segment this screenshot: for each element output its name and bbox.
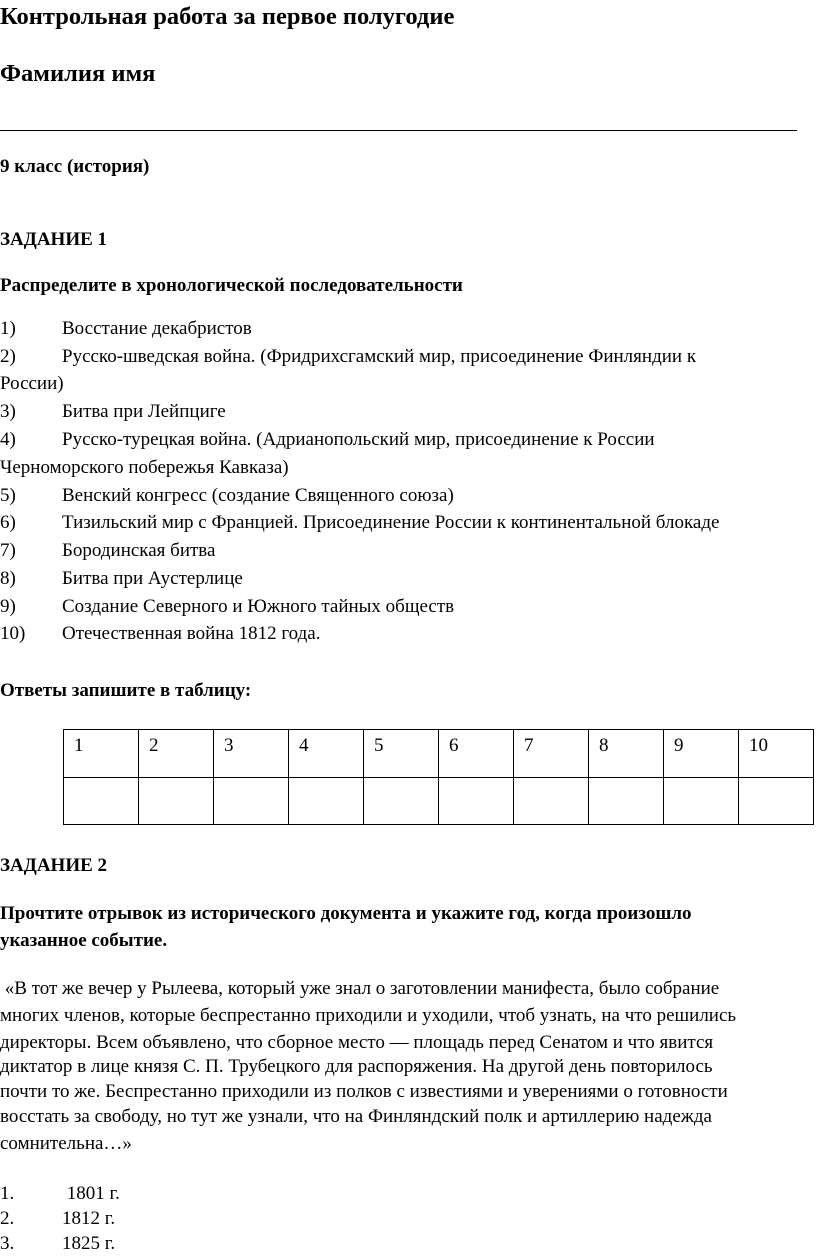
option-text: 1812 г. [62,1208,116,1229]
answer-cell[interactable] [364,778,439,825]
list-item-number: 8) [0,568,16,589]
list-item-text: Бородинская битва [62,540,216,561]
answer-cell[interactable] [439,778,514,825]
answer-cell[interactable] [664,778,739,825]
list-item-number: 5) [0,485,16,506]
quote-line: «В тот же вечер у Рылеева, который уже знал о заготовлении манифеста, было собрание [0,978,720,999]
option-number: 3. [0,1233,15,1254]
table-header-cell: 2 [139,730,214,778]
table-header-cell: 6 [439,730,514,778]
list-item-text: Тизильский мир с Францией. Присоединение России к континентальной блокаде [62,512,720,533]
table-header-cell: 4 [289,730,364,778]
list-item-number: 6) [0,512,16,533]
list-item-continuation: Черноморского побережья Кавказа) [0,457,289,478]
table-header-row [64,730,814,778]
answer-cell[interactable] [589,778,664,825]
grade-label: 9 класс (история) [0,156,150,177]
answer-cell[interactable] [214,778,289,825]
name-label: Фамилия имя [0,60,156,87]
table-header-cell: 5 [364,730,439,778]
task1-heading: ЗАДАНИЕ 1 [0,229,108,250]
quote-line: многих членов, которые беспрестанно приходили и уходили, чтоб узнать, на что решились [0,1005,737,1026]
list-item-number: 9) [0,596,16,617]
table-header-cell: 8 [589,730,664,778]
task2-instruction-line: указанное событие. [0,930,168,951]
task2-heading: ЗАДАНИЕ 2 [0,855,108,876]
list-item-number: 7) [0,540,16,561]
quote-line: директоры. Всем объявлено, что сборное место — площадь перед Сенатом и что явится [0,1032,714,1053]
answer-cell[interactable] [139,778,214,825]
table-answer-row [64,778,814,825]
name-underline [0,130,797,131]
list-item-text: Восстание декабристов [62,318,252,339]
answer-cell[interactable] [739,778,814,825]
answer-table [63,729,814,825]
table-header-cell: 7 [514,730,589,778]
page-title: Контрольная работа за первое полугодие [0,3,455,30]
table-header-cell: 1 [64,730,139,778]
table-header-cell: 3 [214,730,289,778]
list-item-number: 4) [0,429,16,450]
quote-line: сомнительна…» [0,1133,132,1154]
task2-instruction-line: Прочтите отрывок из исторического документа и укажите год, когда произошло [0,903,692,924]
table-header-cell: 9 [664,730,739,778]
list-item-text: Венский конгресс (создание Священного союза) [62,485,454,506]
list-item-text: Битва при Аустерлице [62,568,243,589]
list-item-text: Создание Северного и Южного тайных обществ [62,596,455,617]
list-item-text: Русско-шведская война. (Фридрихсгамский мир, присоединение Финляндии к [62,346,697,367]
option-text: 1825 г. [62,1233,116,1254]
list-item-text: Отечественная война 1812 года. [62,623,321,644]
option-text: 1801 г. [62,1183,120,1204]
quote-line: почти то же. Беспрестанно приходили из полков с известиями и уверениями о готовности [0,1081,728,1102]
list-item-text: Русско-турецкая война. (Адрианопольский мир, присоединение к России [62,429,655,450]
option-number: 1. [0,1183,15,1204]
answer-cell[interactable] [64,778,139,825]
answer-cell[interactable] [289,778,364,825]
answer-cell[interactable] [514,778,589,825]
list-item-number: 10) [0,623,26,644]
quote-line: диктатор в лице князя С. П. Трубецкого для распоряжения. На другой день повторилось [0,1056,713,1077]
list-item-text: Битва при Лейпциге [62,401,226,422]
table-header-cell: 10 [739,730,814,778]
option-number: 2. [0,1208,15,1229]
quote-line: восстать за свободу, но тут же узнали, что на Финляндский полк и артиллерию надежда [0,1106,712,1127]
list-item-number: 2) [0,346,16,367]
task1-instruction: Распределите в хронологической последовательности [0,275,463,296]
list-item-continuation: России) [0,373,64,394]
list-item-number: 1) [0,318,16,339]
answer-label: Ответы запишите в таблицу: [0,680,252,701]
list-item-number: 3) [0,401,16,422]
